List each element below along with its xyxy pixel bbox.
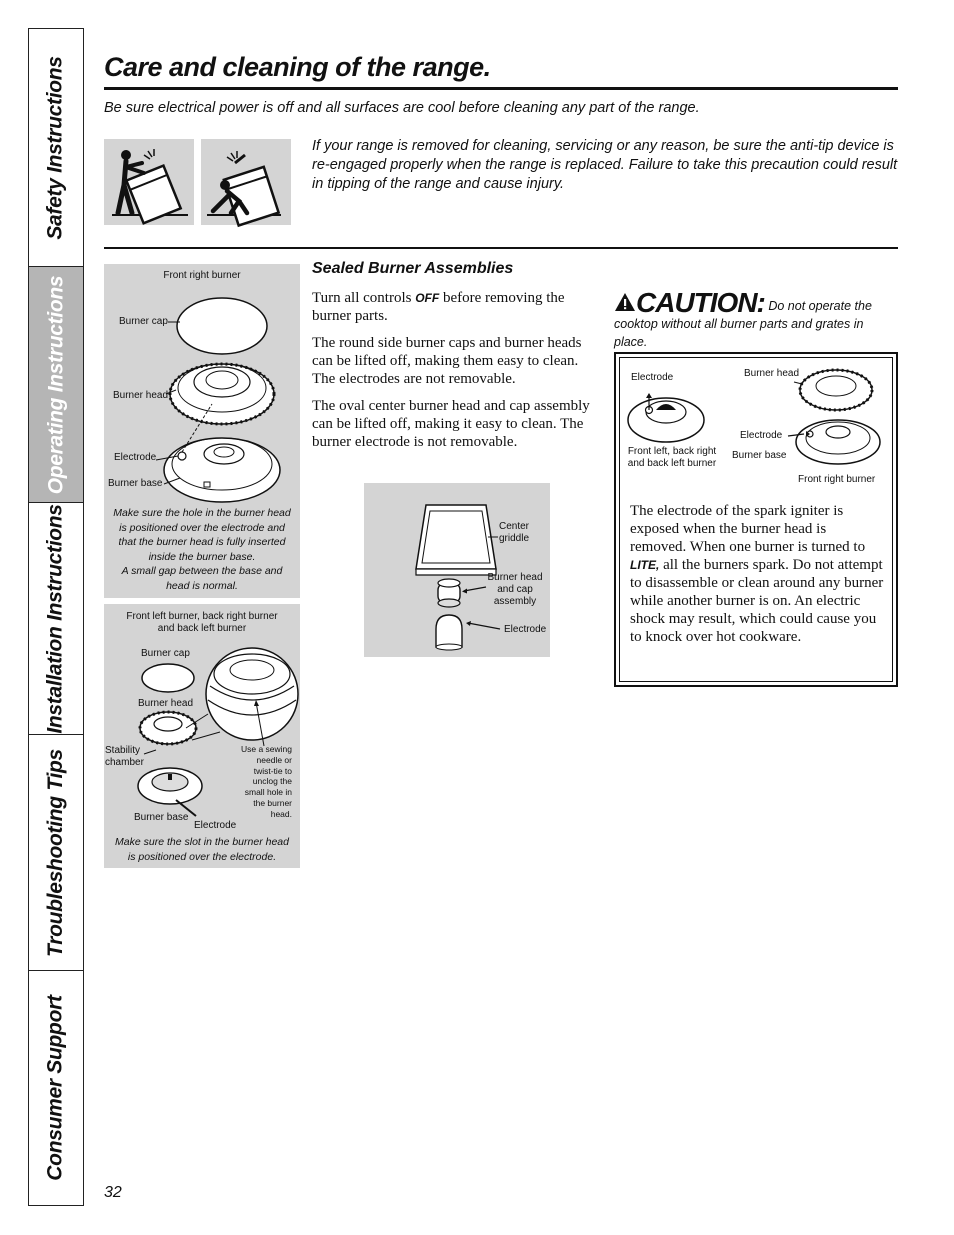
section-rule — [104, 247, 898, 249]
burner-head-cap-assembly-label: Burner head and cap assembly — [487, 572, 543, 607]
tab-troubleshooting-tips[interactable]: Troubleshooting Tips — [29, 735, 83, 971]
electrode-label: Electrode — [504, 624, 547, 635]
spark-igniter-box — [614, 352, 898, 687]
tab-installation-instructions[interactable]: Installation Instructions — [29, 503, 83, 735]
tab-consumer-support[interactable]: Consumer Support — [44, 995, 67, 1181]
intro-text: Be sure electrical power is off and all surfaces are cool before cleaning any part of the range. — [104, 100, 700, 116]
figure-title: Front left burner, back right burner and back left burner — [126, 611, 278, 634]
figure-caption: Make sure the slot in the burner head is positioned over the electrode. — [115, 836, 289, 863]
burner-base-label: Burner base — [134, 812, 189, 823]
burner-base-label: Burner base — [108, 478, 163, 489]
burner-cap-label: Burner cap — [119, 316, 168, 327]
child-tipping-range-icon — [201, 139, 291, 225]
right-burner-caption: Front right burner — [798, 474, 876, 485]
burner-head-label: Burner head — [138, 698, 194, 709]
electrode-label: Electrode — [114, 452, 157, 463]
center-griddle-figure — [364, 483, 550, 657]
lite-keyword: LITE, — [630, 558, 660, 572]
page-number: 32 — [104, 1184, 122, 1201]
burner-head-label: Burner head — [744, 368, 800, 379]
center-griddle-label: Center griddle — [498, 521, 530, 544]
section-tabs — [28, 28, 84, 1206]
sewing-needle-note: Use a sewing needle or twist-tie to unclog the small hole in the burner head. — [240, 744, 292, 819]
caution-notice — [614, 287, 900, 351]
person-tipping-range-icon — [104, 139, 194, 225]
anti-tip-warning: If your range is removed for cleaning, servicing or any reason, be sure the anti-tip device is re-engaged properly when the range is replaced. Failure to take this precaution could result in tipping of the range and cause injury. — [312, 138, 898, 192]
section-heading: Sealed Burner Assemblies — [312, 260, 514, 277]
front-right-burner-figure — [104, 264, 300, 598]
tab-operating-instructions[interactable]: Operating Instructions — [29, 267, 83, 503]
burner-base-label: Burner base — [732, 450, 787, 461]
electrode-label-left: Electrode — [631, 372, 674, 383]
page-title: Care and cleaning of the range. — [104, 52, 491, 82]
figure-caption: Make sure the hole in the burner head is positioned over the electrode and that the burner head is fully inserted inside the burner base. A small gap between the base and head is normal. — [113, 507, 291, 592]
caution-text: Do not operate the cooktop without all burner parts and grates in place. — [614, 299, 872, 349]
burner-head-label: Burner head — [113, 390, 169, 401]
warning-triangle-icon — [614, 292, 636, 312]
caution-word: CAUTION: — [636, 287, 765, 318]
paragraph-side-burners: The round side burner caps and burner heads can be lifted off, making them easy to clean. The electrodes are not removable. — [312, 335, 582, 387]
left-burner-caption: Front left, back right and back left burner — [627, 446, 717, 469]
side-burners-figure — [104, 604, 300, 868]
burner-cap-label: Burner cap — [141, 648, 190, 659]
spark-igniter-warning: The electrode of the spark igniter is exposed when the burner head is removed. When one burner is turned to LITE, all the burners spark. Do not attempt to disassemble or clean around any burner while another burner is on. An electric shock may result, which could cause you to knock over hot cookware. — [630, 503, 884, 645]
paragraph-oval-burner: The oval center burner head and cap assembly can be lifted off, making it easy to clean. The burner electrode is not removable. — [312, 398, 590, 450]
off-keyword: OFF — [415, 291, 440, 305]
title-rule — [104, 87, 898, 90]
stability-chamber-label: Stability chamber — [105, 745, 144, 768]
figure-title: Front right burner — [163, 270, 241, 281]
electrode-label: Electrode — [194, 820, 237, 831]
paragraph-controls-off: Turn all controls OFF before removing the burner parts. — [312, 290, 565, 324]
electrode-label-right: Electrode — [740, 430, 783, 441]
tab-safety-instructions[interactable]: Safety Instructions — [29, 29, 83, 267]
